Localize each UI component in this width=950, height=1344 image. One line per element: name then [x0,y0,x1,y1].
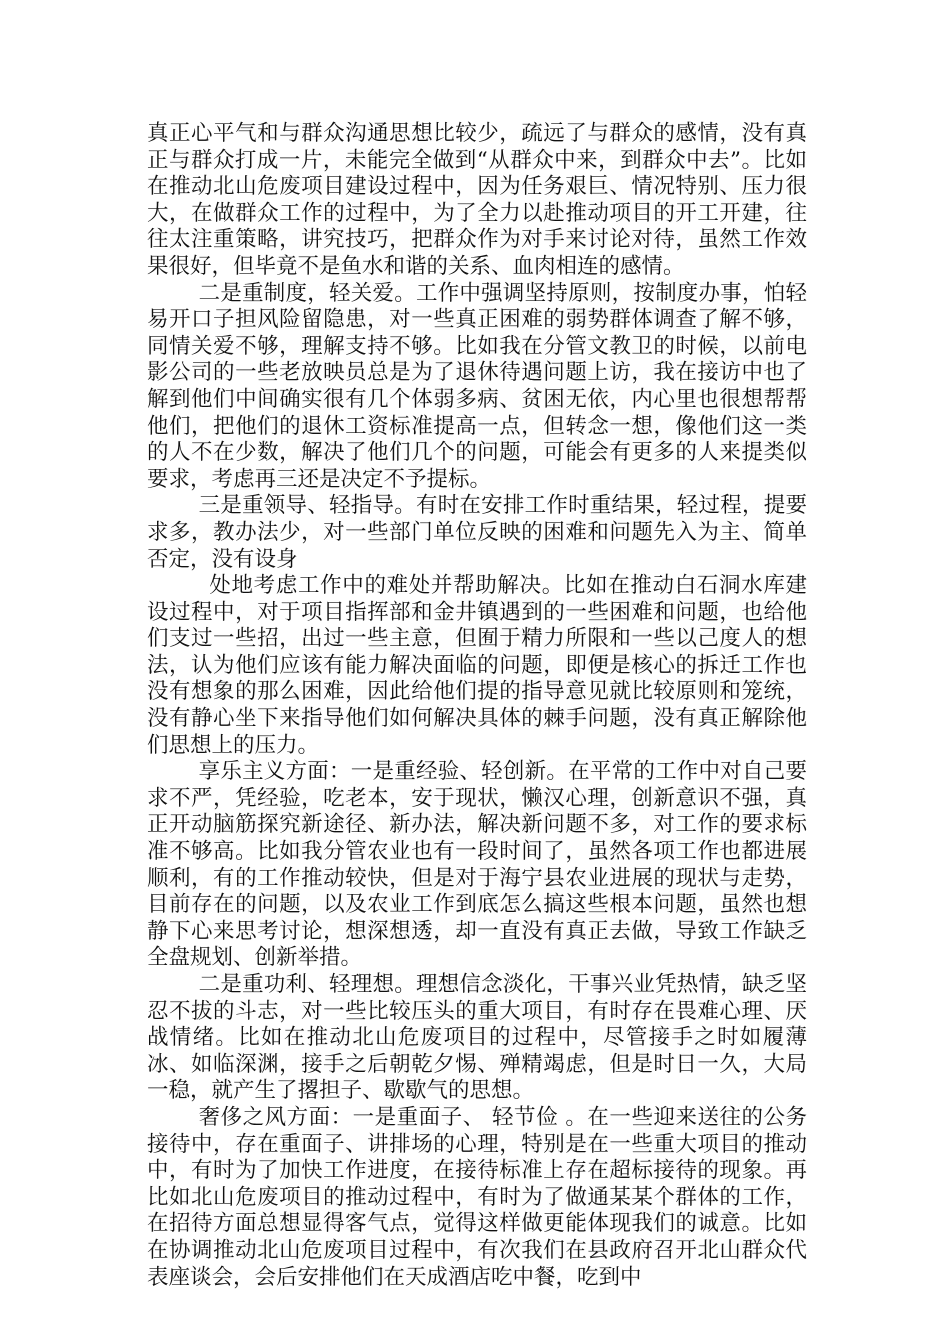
paragraph-1: 真正心平气和与群众沟通思想比较少，疏远了与群众的感情，没有真正与群众打成一片，未能完全做到“从群众中来，到群众中去”。比如在推动北山危废项目建设过程中，因为任务艰巨、情况特别、压力很大，在做群众工作的过程中，为了全力以赴推动项目的开工开建，往往太注重策略，讲究技巧，把群众作为对手来讨论对待，虽然工作效果很好，但毕竟不是鱼水和谐的关系、血肉相连的感情。 [147,121,807,279]
paragraph-2: 二是重制度，轻关爱。工作中强调坚持原则，按制度办事，怕轻易开口子担风险留隐患，对一些真正困难的弱势群体调查了解不够，同情关爱不够，理解支持不够。比如我在分管文教卫的时候，以前电影公司的一些老放映员总是为了退休待遇问题上访，我在接访中也了解到他们中间确实很有几个体弱多病、贫困无依，内心里也很想帮帮他们，把他们的退休工资标准提高一点，但转念一想，像他们这一类的人不在少数，解决了他们几个的问题，可能会有更多的人来提类似要求，考虑再三还是决定不予提标。 [147,280,807,492]
paragraph-4: 处地考虑工作中的难处并帮助解决。比如在推动白石洞水库建设过程中，对于项目指挥部和金井镇遇到的一些困难和问题，也给他们支过一些招，出过一些主意，但囿于精力所限和一些以己度人的想法，认为他们应该有能力解决面临的问题，即便是核心的拆迁工作也没有想象的那么困难，因此给他们提的指导意见就比较原则和笼统，没有静心坐下来指导他们如何解决具体的棘手问题，没有真正解除他们思想上的压力。 [147,573,807,758]
document-page [147,121,807,1291]
paragraph-3: 三是重领导、轻指导。有时在安排工作时重结果，轻过程，提要求多，教办法少，对一些部门单位反映的困难和问题先入为主、简单否定，没有设身 [147,493,807,572]
paragraph-7: 奢侈之风方面：一是重面子、 轻节俭 。在一些迎来送往的公务接待中，存在重面子、讲排场的心理，特别是在一些重大项目的推动中，有时为了加快工作进度，在接待标准上存在超标接待的现象。再比如北山危废项目的推动过程中，有时为了做通某某个群体的工作，在招待方面总想显得客气点，觉得这样做更能体现我们的诚意。比如在协调推动北山危废项目过程中，有次我们在县政府召开北山群众代表座谈会，会后安排他们在天成酒店吃中餐，吃到中 [147,1104,807,1290]
paragraph-5: 享乐主义方面：一是重经验、轻创新。在平常的工作中对自己要求不严，凭经验，吃老本，安于现状，懒汉心理，创新意识不强，真正开动脑筋探究新途径、新办法，解决新问题不多，对工作的要求标准不够高。比如我分管农业也有一段时间了，虽然各项工作也都进展顺利，有的工作推动较快，但是对于海宁县农业进展的现状与走势，目前存在的问题，以及农业工作到底怎么搞这些根本问题，虽然也想静下心来思考讨论，想深想透，却一直没有真正去做，导致工作缺乏全盘规划、创新举措。 [147,759,807,971]
paragraph-6: 二是重功利、轻理想。理想信念淡化，干事兴业凭热情，缺乏坚忍不拔的斗志，对一些比较压头的重大项目，有时存在畏难心理、厌战情绪。比如在推动北山危废项目的过程中，尽管接手之时如履薄冰、如临深渊，接手之后朝乾夕惕、殚精竭虑，但是时日一久，大局一稳，就产生了撂担子、歇歇气的思想。 [147,972,807,1104]
